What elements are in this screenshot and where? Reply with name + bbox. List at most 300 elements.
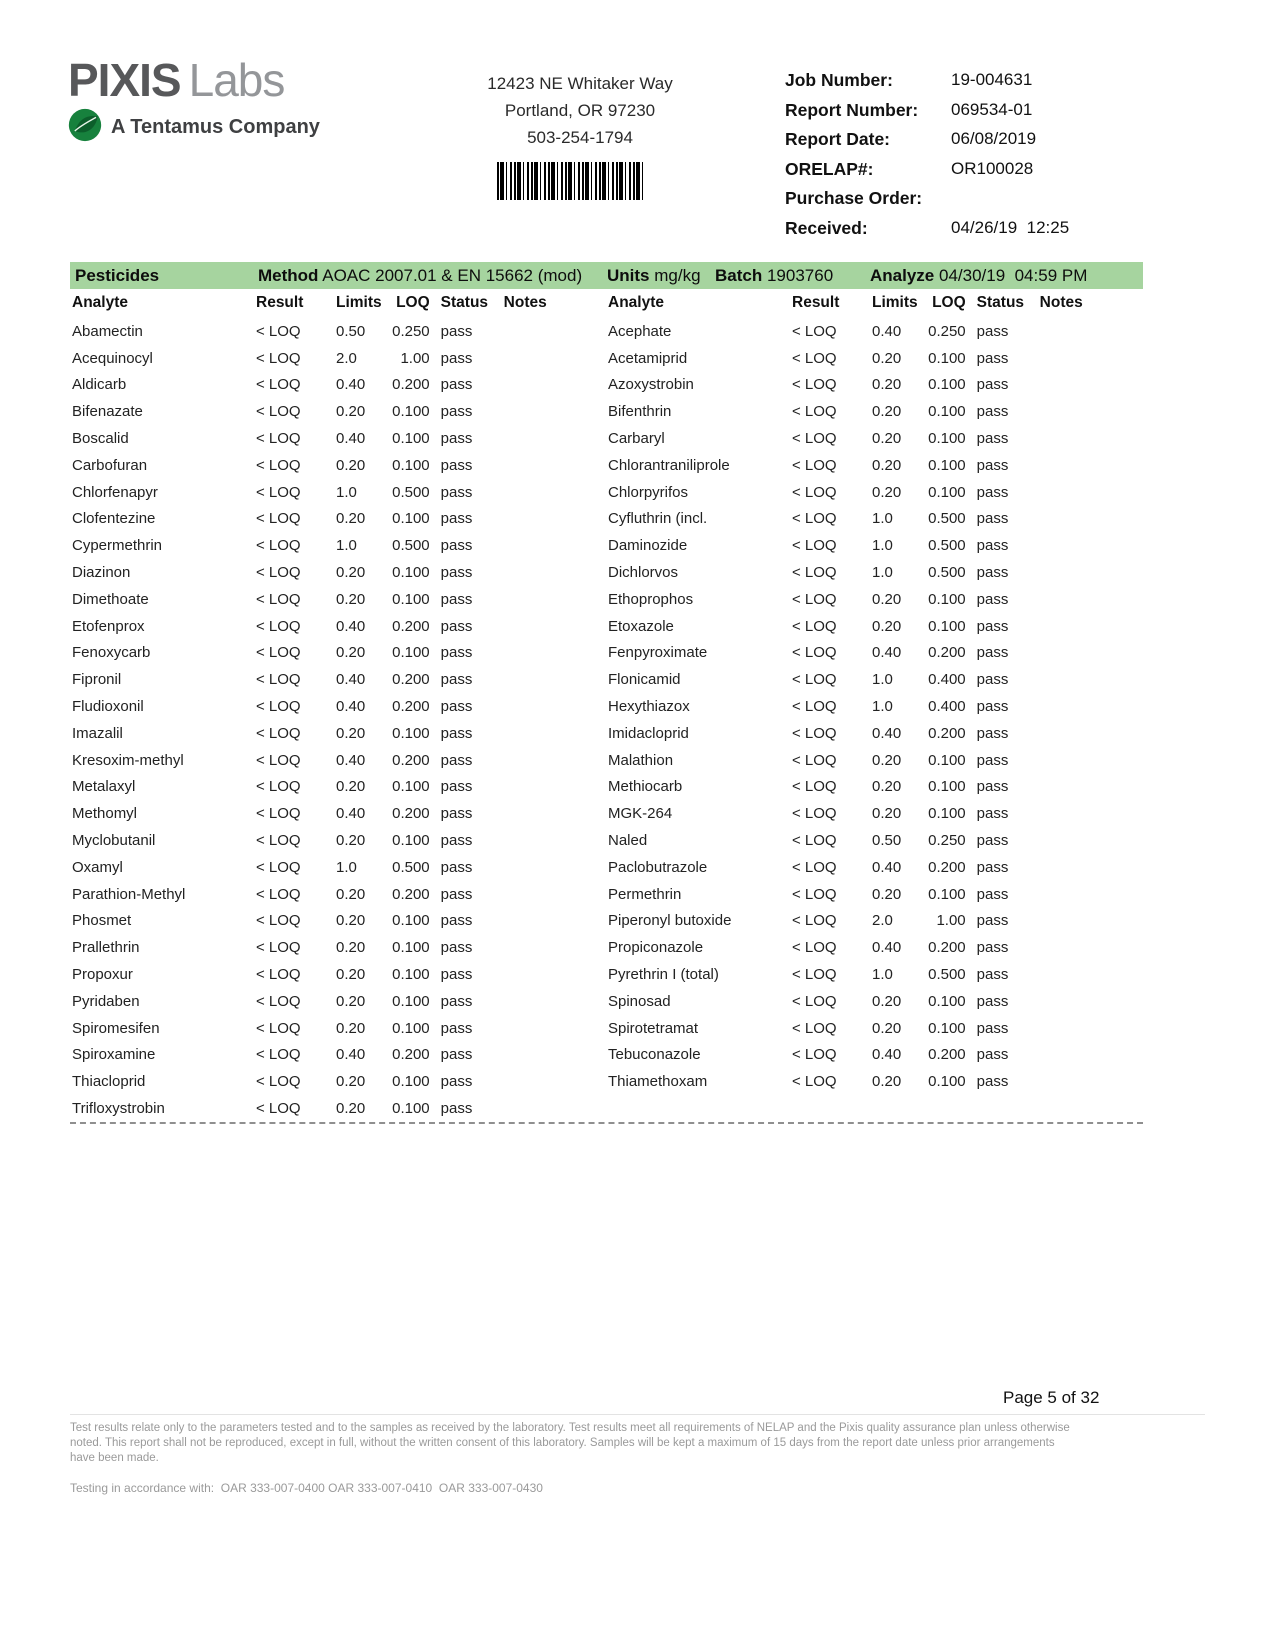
table-row (606, 934, 1136, 961)
cell-notes (492, 854, 600, 881)
cell-loq: 0.100 (392, 1100, 430, 1117)
cell-loq: 1.00 (400, 349, 430, 367)
table-row (70, 613, 600, 640)
cell-limits: 0.20 (872, 376, 902, 394)
cell-loq: 0.100 (392, 966, 430, 984)
table-row (606, 961, 1136, 988)
cell-limits: 2.0 (336, 349, 357, 367)
cell-analyte: Malathion (608, 751, 674, 769)
cell-status: pass (440, 1019, 473, 1037)
cell-notes (1028, 961, 1136, 988)
table-header-row (70, 288, 600, 318)
cell-analyte: Methiocarb (608, 778, 683, 796)
cell-limits: 0.20 (336, 912, 366, 930)
table-row (70, 452, 600, 479)
cell-analyte: Etoxazole (608, 617, 674, 635)
table-row (70, 506, 600, 533)
cell-notes (1028, 693, 1136, 720)
section-analyze (870, 262, 1087, 289)
cell-loq: 0.100 (928, 430, 966, 448)
cell-notes (1028, 640, 1136, 667)
cell-analyte: Thiamethoxam (608, 1073, 708, 1091)
lab-address (420, 70, 740, 151)
cell-notes (1028, 479, 1136, 506)
cell-status: pass (440, 403, 473, 421)
cell-result: < LOQ (256, 537, 301, 555)
address-line-3: 503-254-1794 (527, 128, 633, 147)
company-tagline: A Tentamus Company (111, 116, 320, 139)
cell-status: pass (440, 805, 473, 823)
cell-loq: 0.500 (928, 537, 966, 555)
table-row (606, 398, 1136, 425)
cell-notes (492, 559, 600, 586)
cell-loq: 0.400 (928, 698, 966, 716)
batch-label: Batch (715, 266, 763, 285)
cell-result: < LOQ (256, 671, 301, 689)
cell-status: pass (976, 1073, 1009, 1091)
cell-limits: 0.20 (336, 1019, 366, 1037)
table-row (70, 854, 600, 881)
meta-label: Job Number: (785, 70, 893, 90)
cell-result: < LOQ (792, 322, 837, 340)
cell-loq: 0.100 (392, 724, 430, 742)
cell-notes (1028, 854, 1136, 881)
cell-result: < LOQ (792, 1046, 837, 1064)
cell-result: < LOQ (256, 1073, 301, 1091)
cell-limits: 1.0 (872, 564, 893, 582)
cell-notes (492, 532, 600, 559)
address-line-1: 12423 NE Whitaker Way (487, 74, 673, 93)
cell-notes (492, 479, 600, 506)
cell-analyte: Bifenthrin (608, 403, 672, 421)
cell-loq: 0.100 (392, 912, 430, 930)
cell-analyte: Fenpyroximate (608, 644, 708, 662)
cell-notes (492, 881, 600, 908)
cell-result: < LOQ (256, 403, 301, 421)
cell-notes (1028, 586, 1136, 613)
cell-status: pass (976, 430, 1009, 448)
cell-loq: 0.100 (928, 376, 966, 394)
column-header-status: Status (976, 294, 1025, 311)
cell-limits: 0.20 (336, 992, 366, 1010)
cell-notes (1028, 747, 1136, 774)
column-header-notes: Notes (1039, 294, 1083, 311)
cell-limits: 2.0 (872, 912, 893, 930)
cell-loq: 0.100 (392, 430, 430, 448)
cell-result: < LOQ (792, 590, 837, 608)
cell-loq: 0.100 (392, 590, 430, 608)
cell-analyte: Paclobutrazole (608, 858, 708, 876)
table-row (606, 1068, 1136, 1095)
cell-notes (492, 693, 600, 720)
table-row (70, 666, 600, 693)
cell-limits: 0.40 (872, 939, 902, 957)
table-row (606, 479, 1136, 506)
cell-status: pass (976, 939, 1009, 957)
meta-value: OR100028 (951, 158, 1034, 178)
cell-analyte: Trifloxystrobin (72, 1100, 165, 1117)
cell-status: pass (976, 349, 1009, 367)
cell-status: pass (976, 510, 1009, 528)
table-row (70, 425, 600, 452)
cell-notes (1028, 559, 1136, 586)
batch-value: 1903760 (766, 266, 834, 285)
meta-row-job-number (785, 70, 1225, 100)
cell-loq: 0.100 (928, 483, 966, 501)
meta-row-received (785, 218, 1225, 248)
cell-result: < LOQ (256, 322, 301, 340)
cell-notes (492, 452, 600, 479)
cell-loq: 0.200 (392, 805, 430, 823)
cell-result: < LOQ (256, 858, 301, 876)
cell-limits: 0.20 (872, 778, 902, 796)
cell-result: < LOQ (792, 376, 837, 394)
table-row (606, 345, 1136, 372)
cell-analyte: Hexythiazox (608, 698, 690, 716)
cell-notes (492, 961, 600, 988)
cell-limits: 0.20 (872, 403, 902, 421)
column-header-result: Result (256, 294, 304, 311)
cell-limits: 0.50 (336, 322, 366, 340)
cell-limits: 1.0 (872, 966, 893, 984)
cell-limits: 1.0 (336, 483, 357, 501)
cell-notes (1028, 613, 1136, 640)
table-row (606, 881, 1136, 908)
cell-result: < LOQ (792, 724, 837, 742)
cell-result: < LOQ (792, 832, 837, 850)
section-title: Pesticides (75, 266, 160, 285)
cell-loq: 0.200 (392, 885, 430, 903)
cell-limits: 0.40 (872, 1046, 902, 1064)
brand-name-light: Labs (188, 54, 285, 106)
cell-status: pass (976, 778, 1009, 796)
cell-analyte: Etofenprox (72, 617, 145, 635)
cell-status: pass (440, 778, 473, 796)
cell-result: < LOQ (792, 537, 837, 555)
analyze-value: 04/30/19 04:59 PM (938, 266, 1088, 285)
cell-status: pass (440, 322, 473, 340)
cell-analyte: Prallethrin (72, 939, 140, 957)
cell-limits: 0.20 (872, 483, 902, 501)
cell-limits: 1.0 (872, 510, 893, 528)
cell-status: pass (976, 912, 1009, 930)
cell-result: < LOQ (256, 1100, 301, 1117)
table-row (70, 827, 600, 854)
cell-notes (492, 1015, 600, 1042)
cell-limits: 0.40 (872, 858, 902, 876)
cell-analyte: Azoxystrobin (608, 376, 694, 394)
cell-loq: 0.500 (392, 858, 430, 876)
cell-loq: 0.200 (392, 698, 430, 716)
cell-notes (1028, 774, 1136, 801)
cell-loq: 0.100 (928, 590, 966, 608)
table-row (70, 693, 600, 720)
cell-status: pass (440, 1073, 473, 1091)
cell-loq: 0.500 (392, 537, 430, 555)
cell-notes (492, 1042, 600, 1069)
cell-analyte: Dichlorvos (608, 564, 679, 582)
cell-status: pass (976, 1019, 1009, 1037)
report-meta (785, 70, 1225, 247)
cell-notes (492, 747, 600, 774)
cell-notes (1028, 800, 1136, 827)
table-row (70, 1042, 600, 1069)
cell-notes (1028, 532, 1136, 559)
cell-loq: 0.100 (928, 992, 966, 1010)
column-header-result: Result (792, 294, 840, 311)
cell-loq: 0.400 (928, 671, 966, 689)
cell-analyte: Thiacloprid (72, 1073, 146, 1091)
cell-loq: 0.100 (928, 751, 966, 769)
cell-status: pass (976, 483, 1009, 501)
table-row (70, 372, 600, 399)
cell-loq: 0.200 (928, 1046, 966, 1064)
cell-result: < LOQ (792, 564, 837, 582)
cell-status: pass (976, 456, 1009, 474)
cell-result: < LOQ (792, 349, 837, 367)
table-row (70, 345, 600, 372)
cell-analyte: Parathion-Methyl (72, 885, 186, 903)
table-row (70, 586, 600, 613)
table-header-row (606, 288, 1136, 318)
meta-label: Report Date: (785, 129, 891, 149)
cell-status: pass (976, 564, 1009, 582)
table-row (606, 613, 1136, 640)
column-header-analyte: Analyte (608, 294, 664, 311)
cell-notes (492, 425, 600, 452)
table-row (70, 398, 600, 425)
cell-notes (1028, 318, 1136, 345)
cell-analyte: Flonicamid (608, 671, 681, 689)
cell-limits: 0.20 (872, 751, 902, 769)
cell-limits: 0.40 (336, 1046, 366, 1064)
meta-value: 04/26/19 12:25 (951, 217, 1070, 237)
cell-loq: 0.100 (928, 349, 966, 367)
meta-label: ORELAP#: (785, 158, 874, 179)
cell-result: < LOQ (792, 992, 837, 1010)
cell-loq: 0.200 (928, 644, 966, 662)
brand-logo (68, 56, 320, 104)
table-row (606, 666, 1136, 693)
cell-result: < LOQ (256, 349, 301, 367)
cell-status: pass (976, 403, 1009, 421)
cell-status: pass (440, 939, 473, 957)
cell-limits: 0.20 (336, 1073, 366, 1091)
table-row (70, 881, 600, 908)
cell-notes (1028, 827, 1136, 854)
cell-limits: 0.20 (336, 644, 366, 662)
cell-status: pass (440, 537, 473, 555)
cell-limits: 0.20 (336, 966, 366, 984)
cell-loq: 0.100 (392, 939, 430, 957)
column-header-notes: Notes (503, 294, 547, 311)
cell-result: < LOQ (792, 698, 837, 716)
cell-result: < LOQ (256, 912, 301, 930)
section-batch (715, 262, 833, 289)
table-row (606, 854, 1136, 881)
cell-result: < LOQ (792, 912, 837, 930)
cell-status: pass (440, 912, 473, 930)
cell-result: < LOQ (256, 832, 301, 850)
cell-notes (1028, 345, 1136, 372)
cell-status: pass (976, 992, 1009, 1010)
table-row (70, 747, 600, 774)
cell-notes (492, 586, 600, 613)
cell-limits: 0.20 (336, 939, 366, 957)
tentamus-leaf-icon (68, 108, 102, 147)
section-banner (70, 262, 1143, 289)
cell-limits: 0.20 (336, 1100, 366, 1117)
cell-notes (492, 827, 600, 854)
cell-analyte: Chlorantraniliprole (608, 456, 730, 474)
cell-loq: 0.250 (928, 322, 966, 340)
cell-result: < LOQ (256, 966, 301, 984)
table-row (606, 1015, 1136, 1042)
dashed-separator (70, 1122, 1143, 1124)
cell-status: pass (976, 644, 1009, 662)
cell-status: pass (440, 751, 473, 769)
cell-status: pass (976, 376, 1009, 394)
cell-status: pass (976, 858, 1009, 876)
cell-analyte: Boscalid (72, 430, 129, 448)
cell-notes (492, 720, 600, 747)
pesticides-table-right (606, 288, 1136, 1095)
cell-limits: 0.20 (872, 885, 902, 903)
cell-notes (1028, 908, 1136, 935)
cell-status: pass (440, 590, 473, 608)
column-header-limits: Limits (336, 294, 382, 311)
table-row (70, 908, 600, 935)
cell-limits: 0.20 (872, 992, 902, 1010)
table-row (606, 827, 1136, 854)
cell-analyte: Cypermethrin (72, 537, 163, 555)
cell-result: < LOQ (256, 376, 301, 394)
table-row (70, 1095, 600, 1122)
table-row (606, 506, 1136, 533)
cell-notes (1028, 720, 1136, 747)
page-number-label: Page 5 of 32 (1003, 1388, 1100, 1407)
cell-limits: 0.40 (336, 751, 366, 769)
table-row (606, 908, 1136, 935)
table-row (606, 586, 1136, 613)
cell-status: pass (440, 510, 473, 528)
cell-status: pass (440, 1046, 473, 1064)
cell-notes (1028, 1042, 1136, 1069)
cell-analyte: Diazinon (72, 564, 131, 582)
method-label: Method (258, 266, 319, 285)
table-row (70, 559, 600, 586)
table-row (606, 1042, 1136, 1069)
table-row (70, 961, 600, 988)
table-row (70, 318, 600, 345)
cell-notes (492, 988, 600, 1015)
cell-notes (492, 345, 600, 372)
cell-loq: 0.500 (928, 564, 966, 582)
meta-label: Report Number: (785, 99, 919, 120)
cell-status: pass (440, 456, 473, 474)
cell-result: < LOQ (792, 671, 837, 689)
cell-loq: 0.100 (928, 805, 966, 823)
cell-analyte: Kresoxim-methyl (72, 751, 184, 769)
cell-result: < LOQ (256, 1019, 301, 1037)
cell-notes (492, 774, 600, 801)
table-row (606, 452, 1136, 479)
cell-loq: 0.200 (928, 939, 966, 957)
cell-loq: 0.200 (392, 671, 430, 689)
cell-limits: 0.20 (336, 885, 366, 903)
table-row (606, 800, 1136, 827)
cell-status: pass (976, 322, 1009, 340)
cell-result: < LOQ (792, 617, 837, 635)
column-header-limits: Limits (872, 294, 918, 311)
cell-analyte: Aldicarb (72, 376, 127, 394)
cell-result: < LOQ (792, 510, 837, 528)
cell-result: < LOQ (256, 992, 301, 1010)
cell-result: < LOQ (792, 1073, 837, 1091)
cell-limits: 1.0 (336, 858, 357, 876)
cell-analyte: Pyrethrin I (total) (608, 966, 719, 984)
table-row (70, 1068, 600, 1095)
cell-analyte: Spiromesifen (72, 1019, 160, 1037)
cell-status: pass (440, 671, 473, 689)
cell-status: pass (440, 858, 473, 876)
meta-row-report-number (785, 100, 1225, 130)
cell-status: pass (976, 537, 1009, 555)
table-row (606, 318, 1136, 345)
cell-limits: 0.20 (336, 510, 366, 528)
analyze-label: Analyze (870, 266, 935, 285)
method-value: AOAC 2007.01 & EN 15662 (mod) (322, 266, 583, 285)
cell-notes (1028, 666, 1136, 693)
cell-status: pass (440, 1100, 473, 1117)
cell-status: pass (976, 805, 1009, 823)
cell-analyte: Naled (608, 832, 648, 850)
cell-loq: 0.100 (392, 832, 430, 850)
table-row (606, 425, 1136, 452)
cell-status: pass (976, 1046, 1009, 1064)
cell-result: < LOQ (792, 644, 837, 662)
table-row (606, 988, 1136, 1015)
cell-limits: 1.0 (872, 537, 893, 555)
cell-limits: 1.0 (336, 537, 357, 555)
cell-analyte: Acephate (608, 322, 672, 340)
cell-limits: 0.40 (336, 671, 366, 689)
cell-status: pass (440, 376, 473, 394)
cell-analyte: Ethoprophos (608, 590, 694, 608)
cell-status: pass (440, 644, 473, 662)
table-row (606, 720, 1136, 747)
cell-loq: 0.100 (392, 992, 430, 1010)
cell-result: < LOQ (256, 483, 301, 501)
cell-result: < LOQ (792, 966, 837, 984)
cell-result: < LOQ (792, 1019, 837, 1037)
cell-status: pass (440, 992, 473, 1010)
cell-notes (492, 908, 600, 935)
cell-analyte: Imidacloprid (608, 724, 689, 742)
cell-result: < LOQ (256, 698, 301, 716)
cell-analyte: Permethrin (608, 885, 682, 903)
brand-name-bold: PIXIS (68, 54, 181, 106)
cell-analyte: Oxamyl (72, 858, 123, 876)
cell-analyte: Dimethoate (72, 590, 149, 608)
cell-analyte: Bifenazate (72, 403, 143, 421)
cell-analyte: Chlorfenapyr (72, 483, 158, 501)
barcode-image (497, 162, 643, 200)
cell-limits: 0.20 (872, 590, 902, 608)
cell-analyte: Fludioxonil (72, 698, 144, 716)
cell-result: < LOQ (792, 939, 837, 957)
cell-notes (1028, 452, 1136, 479)
